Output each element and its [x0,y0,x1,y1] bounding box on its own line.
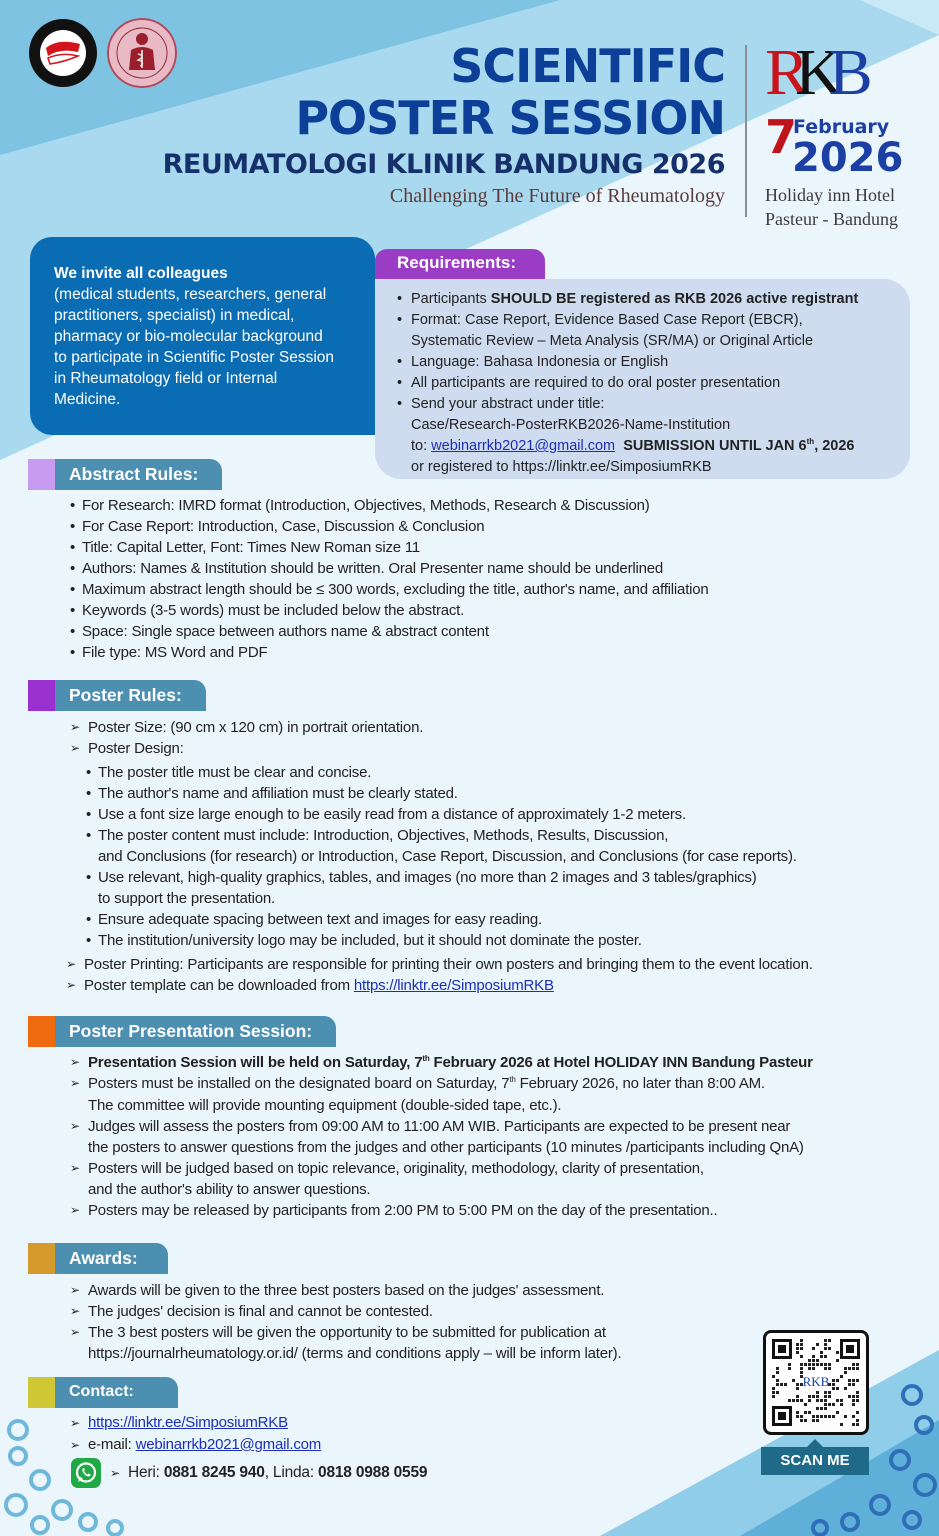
qr-module [812,1355,815,1358]
requirement-item: • Participants SHOULD BE registered as RKB 2026 active registrant [397,289,900,310]
invite-heading: We invite all colleagues [54,265,228,282]
scan-me-label: SCAN ME [761,1447,869,1475]
qr-module [796,1343,799,1346]
qr-module [836,1387,839,1390]
qr-module [792,1379,795,1382]
qr-code[interactable] [763,1330,869,1435]
linktree-link[interactable]: https://linktr.ee/SimposiumRKB [88,1414,288,1431]
contact-link-row [70,1412,321,1434]
qr-module [836,1411,839,1414]
qr-module [808,1359,811,1362]
contact-phone-row: ➢ Heri: 0881 8245 940, Linda: 0818 0988 0559 [110,1462,427,1484]
qr-module [788,1367,791,1370]
whatsapp-icon [71,1458,101,1488]
template-link[interactable]: https://linktr.ee/SimposiumRKB [353,977,554,994]
invite-line: Medicine. [54,391,121,408]
section-title: Poster Presentation Session: [55,1016,336,1047]
abstract-rule: • Maximum abstract length should be ≤ 300 words, excluding the title, author's name, and affiliation [70,579,709,600]
qr-module [816,1343,819,1346]
qr-module [776,1371,779,1374]
qr-module [852,1383,855,1386]
qr-module [856,1391,859,1394]
award-item: ➢ The judges' decision is final and cannot be contested. [70,1301,621,1322]
qr-module [808,1395,811,1398]
awards-header [28,1243,168,1274]
qr-module [832,1387,835,1390]
qr-module [772,1391,775,1394]
qr-module [852,1395,855,1398]
qr-module [816,1363,819,1366]
qr-module [816,1407,819,1410]
qr-module [804,1419,807,1422]
qr-module [820,1363,823,1366]
section-title: Contact: [55,1377,178,1408]
header-divider [745,45,747,217]
qr-module [800,1355,803,1358]
title-line-2: POSTER SESSION [295,91,725,145]
qr-module [844,1415,847,1418]
qr-module [848,1395,851,1398]
qr-module [856,1363,859,1366]
qr-module [796,1415,799,1418]
qr-module [812,1395,815,1398]
qr-module [820,1399,823,1402]
qr-module [824,1355,827,1358]
qr-module [812,1359,815,1362]
qr-module [776,1391,779,1394]
invite-line: to participate in Scientific Poster Session [54,349,334,366]
qr-module [824,1339,827,1342]
awards-list [70,1280,621,1364]
qr-module [852,1379,855,1382]
rkb-logo [765,36,935,109]
contact-list [70,1412,321,1456]
abstract-rule: • For Case Report: Introduction, Case, Discussion & Conclusion [70,516,709,537]
qr-module [824,1391,827,1394]
qr-module [844,1387,847,1390]
qr-module [816,1415,819,1418]
section-title: Poster Rules: [55,680,206,711]
qr-module [840,1403,843,1406]
design-rule: • The poster content must include: Introduction, Objectives, Methods, Results, Discussion, [86,825,813,846]
qr-module [852,1415,855,1418]
qr-module [840,1423,843,1426]
qr-module [796,1347,799,1350]
qr-module [800,1419,803,1422]
poster-rule: ➢ Poster template can be downloaded from https://linktr.ee/SimposiumRKB [66,975,813,996]
qr-module [840,1399,843,1402]
qr-center-logo: RKB [802,1374,830,1389]
qr-module [804,1403,807,1406]
qr-module [796,1395,799,1398]
qr-module [788,1363,791,1366]
qr-module [772,1395,775,1398]
award-item-cont: https://journalrheumatology.or.id/ (terms and conditions apply – will be inform later). [88,1345,622,1362]
presentation-item-cont: the posters to answer questions from the judges and other participants (10 minutes /participants including QnA) [88,1139,804,1156]
design-rule: • Use a font size large enough to be easily read from a distance of approximately 1-2 meters. [86,804,813,825]
qr-module [848,1367,851,1370]
qr-module [844,1367,847,1370]
qr-module [772,1387,775,1390]
qr-module [824,1367,827,1370]
abstract-rule: • Space: Single space between authors name & abstract content [70,621,709,642]
qr-module [800,1339,803,1342]
abstract-rule: • Keywords (3-5 words) must be included below the abstract. [70,600,709,621]
qr-module [852,1363,855,1366]
poster-rules-list [70,717,813,996]
qr-code-pattern [772,1339,860,1426]
qr-module [852,1367,855,1370]
contact-header [28,1377,178,1408]
qr-module [808,1367,811,1370]
qr-module [812,1347,815,1350]
qr-module [852,1403,855,1406]
contact-email-row: ➢ e-mail: webinarrkb2021@gmail.com [70,1434,321,1456]
qr-module [856,1411,859,1414]
qr-module [772,1375,775,1378]
qr-module [832,1403,835,1406]
qr-module [832,1379,835,1382]
venue-line-1: Holiday inn Hotel [765,185,895,205]
poster-rule: ➢ Poster Design: [70,738,813,759]
whatsapp-glyph [71,1458,101,1488]
award-item: ➢ Awards will be given to the three best posters based on the judges' assessment. [70,1280,621,1301]
qr-module [792,1399,795,1402]
title-line-1: SCIENTIFIC [450,39,725,93]
qr-module [804,1363,807,1366]
poster-rule: ➢ Poster Printing: Participants are responsible for printing their own posters and bringing them to the event location. [66,954,813,975]
qr-module [780,1383,783,1386]
qr-module [800,1363,803,1366]
qr-module [816,1395,819,1398]
qr-module [776,1383,779,1386]
qr-module [820,1355,823,1358]
phone-linda[interactable]: 0818 0988 0559 [318,1464,428,1481]
qr-module [836,1351,839,1354]
qr-module [812,1415,815,1418]
design-rule: • The poster title must be clear and concise. [86,762,813,783]
event-subtitle: REUMATOLOGI KLINIK BANDUNG 2026 [162,149,725,180]
qr-module [828,1395,831,1398]
presentation-item: ➢ Judges will assess the posters from 09:00 AM to 11:00 AM WIB. Participants are expected to be present near [70,1116,813,1137]
qr-module [832,1383,835,1386]
qr-module [828,1363,831,1366]
presentation-item-cont: and the author's ability to answer questions. [88,1181,371,1198]
presentation-header [28,1016,336,1047]
requirements-box [375,279,910,479]
qr-module [796,1399,799,1402]
qr-module [800,1367,803,1370]
abstract-rule: • For Research: IMRD format (Introduction, Objectives, Methods, Research & Discussion) [70,495,709,516]
qr-module [820,1351,823,1354]
presentation-item: ➢ Presentation Session will be held on Saturday, 7th February 2026 at Hotel HOLIDAY INN Bandung Pasteur [70,1052,813,1073]
qr-module [788,1399,791,1402]
requirements-title: Requirements: [375,249,545,279]
section-title: Abstract Rules: [55,459,222,490]
design-rule: • The author's name and affiliation must be clearly stated. [86,783,813,804]
qr-module [828,1339,831,1342]
qr-module [808,1399,811,1402]
phone-heri[interactable]: 0881 8245 940 [163,1464,265,1481]
qr-module [824,1363,827,1366]
qr-module [848,1379,851,1382]
reumatologi-indonesia-logo [28,18,98,88]
qr-module [816,1399,819,1402]
qr-module [820,1415,823,1418]
presentation-item: ➢ Posters may be released by participants from 2:00 PM to 5:00 PM on the day of the presentation.. [70,1200,813,1221]
qr-module [784,1383,787,1386]
qr-module [828,1367,831,1370]
qr-module [844,1371,847,1374]
qr-module [804,1411,807,1414]
qr-module [796,1387,799,1390]
invite-line: in Rheumatology field or Internal [54,370,278,387]
qr-module [836,1399,839,1402]
qr-module [856,1399,859,1402]
qr-module [824,1343,827,1346]
qr-module [800,1399,803,1402]
presentation-item: ➢ Posters will be judged based on topic relevance, originality, methodology, clarity of presentation, [70,1158,813,1179]
invite-line: (medical students, researchers, general [54,286,327,303]
qr-module [796,1411,799,1414]
abstract-rules-header [28,459,222,490]
qr-module [812,1363,815,1366]
abstract-rule: • Title: Capital Letter, Font: Times New Roman size 11 [70,537,709,558]
abstract-rule: • File type: MS Word and PDF [70,642,709,663]
presentation-list [70,1052,813,1221]
abstract-rules-list [70,495,709,663]
qr-module [828,1415,831,1418]
qr-module [824,1407,827,1410]
requirement-item: • Format: Case Report, Evidence Based Case Report (EBCR), Systematic Review – Meta Analysis (SR/MA) or Original Article [397,310,900,352]
qr-module [824,1347,827,1350]
qr-module [836,1359,839,1362]
qr-module [824,1403,827,1406]
event-tagline: Challenging The Future of Rheumatology [389,185,725,207]
qr-module [816,1359,819,1362]
qr-module [824,1415,827,1418]
qr-module [836,1379,839,1382]
qr-module [812,1419,815,1422]
invite-box [30,237,375,435]
abstract-rule: • Authors: Names & Institution should be written. Oral Presenter name should be underlined [70,558,709,579]
qr-module [800,1347,803,1350]
qr-module [856,1379,859,1382]
presentation-item: ➢ Posters must be installed on the designated board on Saturday, 7th February 2026, no later than 8:00 AM. [70,1073,813,1094]
qr-module [852,1399,855,1402]
submission-email-link[interactable]: webinarrkb2021@gmail.com [431,438,616,454]
title-block [163,40,725,208]
section-swatch [28,680,55,711]
event-info [765,36,935,230]
qr-module [796,1351,799,1354]
qr-module [800,1343,803,1346]
date-month: February [793,116,890,138]
qr-module [828,1403,831,1406]
requirement-item: • All participants are required to do oral poster presentation [397,373,900,394]
date-year: 2026 [792,135,904,181]
design-rule: • The institution/university logo may be included, but it should not dominate the poster. [86,930,813,951]
design-rule: • Ensure adequate spacing between text and images for easy reading. [86,909,813,930]
date-day: 7 [765,110,798,164]
section-swatch [28,1377,55,1408]
invite-line: practitioners, specialist) in medical, [54,307,295,324]
section-title: Awards: [55,1243,168,1274]
qr-module [824,1395,827,1398]
qr-module [856,1367,859,1370]
section-swatch [28,459,55,490]
qr-module [820,1407,823,1410]
qr-module [856,1395,859,1398]
qr-module [796,1383,799,1386]
qr-module [776,1367,779,1370]
qr-module [824,1399,827,1402]
requirement-item: • Send your abstract under title: Case/Research-PosterRKB2026-Name-Institution to: webinarrkb2021@gmail.com SUBMISSION UNTIL JAN 6th, 2026 or registered to https://linktr.ee/SimposiumRKB [397,394,900,478]
qr-module [812,1367,815,1370]
qr-module [828,1347,831,1350]
qr-module [848,1383,851,1386]
rkb-logo-k: K [795,36,829,109]
qr-module [816,1391,819,1394]
section-swatch [28,1243,55,1274]
qr-module [776,1379,779,1382]
submission-deadline: SUBMISSION UNTIL JAN 6th, 2026 [623,437,855,454]
qr-module [856,1423,859,1426]
poster-rule: ➢ Poster Size: (90 cm x 120 cm) in portrait orientation. [70,717,813,738]
rkb-logo-r: R [765,36,796,109]
design-rule: • Use relevant, high-quality graphics, tables, and images (no more than 2 images and 3 tables/graphics) [86,867,813,888]
poster-rules-header [28,680,206,711]
design-rule-cont: to support the presentation. [98,890,276,907]
rkb-logo-b: B [828,36,859,109]
invite-line: pharmacy or bio-molecular background [54,328,323,345]
presentation-item-cont: The committee will provide mounting equipment (double-sided tape, etc.). [88,1097,562,1114]
qr-module [800,1415,803,1418]
qr-module [856,1419,859,1422]
event-date [765,112,935,182]
qr-module [840,1375,843,1378]
qr-module [832,1415,835,1418]
venue-line-2: Pasteur - Bandung [765,209,898,229]
design-rule-cont: and Conclusions (for research) or Introduction, Case Report, Discussion, and Conclusions (for case reports). [98,848,797,865]
award-item: ➢ The 3 best posters will be given the opportunity to be submitted for publication at [70,1322,621,1343]
qr-module [852,1423,855,1426]
qr-module [808,1363,811,1366]
contact-email-link[interactable]: webinarrkb2021@gmail.com [135,1436,322,1453]
qr-module [816,1419,819,1422]
qr-module [808,1411,811,1414]
qr-module [828,1391,831,1394]
section-swatch [28,1016,55,1047]
requirement-item: • Language: Bahasa Indonesia or English [397,352,900,373]
